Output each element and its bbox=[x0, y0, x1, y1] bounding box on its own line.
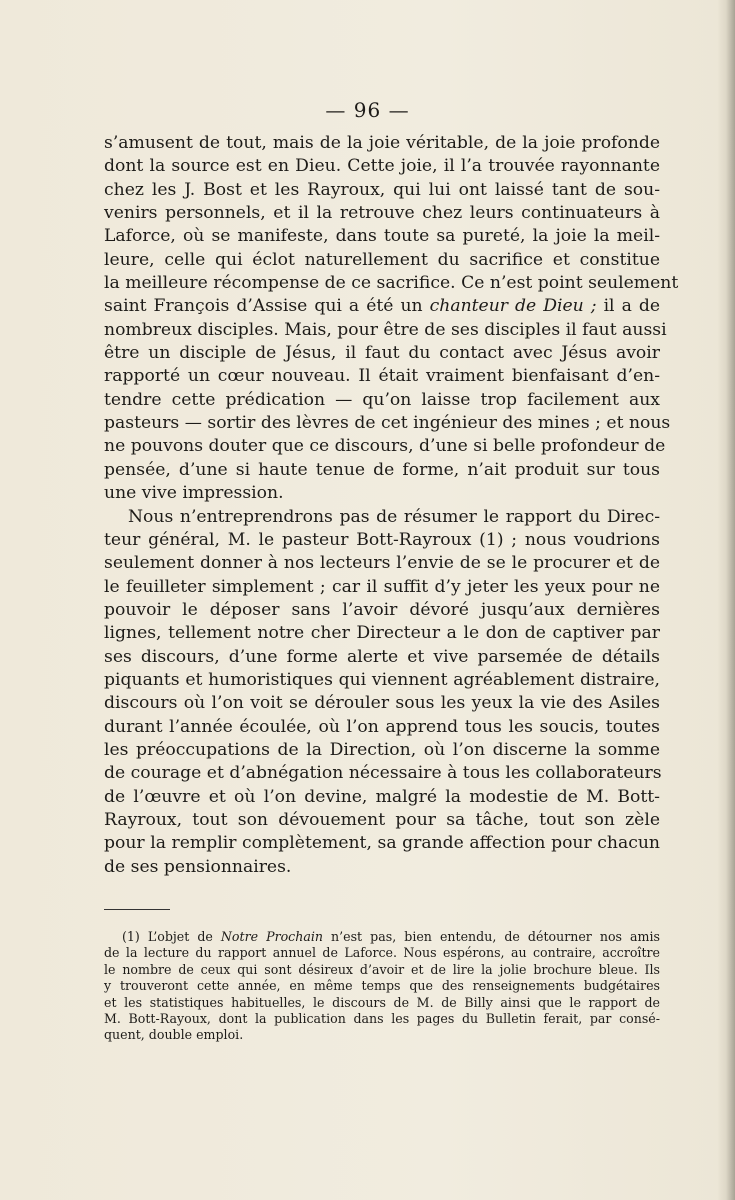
footnote-line: le nombre de ceux qui sont désireux d’avoir et de lire la jolie brochure bleue. Ils bbox=[104, 961, 660, 977]
text-line: chez les J. Bost et les Rayroux, qui lui ont laissé tant de sou- bbox=[104, 179, 660, 200]
text-line: nombreux disciples. Mais, pour être de ses disciples il faut aussi bbox=[104, 319, 667, 340]
paragraph bbox=[104, 506, 660, 880]
text-line: piquants et humoristiques qui viennent agréablement distraire, bbox=[104, 669, 660, 690]
text-line: venirs personnels, et il la retrouve chez leurs continuateurs à bbox=[104, 203, 660, 224]
text-line: discours où l’on voit se dérouler sous les yeux la vie des Asiles bbox=[104, 693, 660, 714]
text-line: Rayroux, tout son dévouement pour sa tâche, tout son zèle bbox=[104, 809, 660, 830]
footnote-separator bbox=[104, 909, 170, 910]
text-line: tendre cette prédication — qu’on laisse trop facilement aux bbox=[104, 389, 660, 410]
text-line: lignes, tellement notre cher Directeur a le don de captiver par bbox=[104, 623, 660, 644]
text-line: rapporté un cœur nouveau. Il était vraiment bienfaisant d’en- bbox=[104, 366, 660, 387]
text-line: une vive impression. bbox=[104, 483, 284, 504]
text-line bbox=[104, 295, 660, 318]
footnote-line: M. Bott-Rayoux, dont la publication dans les pages du Bulletin ferait, par consé- bbox=[104, 1010, 660, 1026]
text-line: le feuilleter simplement ; car il suffit d’y jeter les yeux pour ne bbox=[104, 576, 660, 597]
text-line: pasteurs — sortir des lèvres de cet ingénieur des mines ; et nous bbox=[104, 413, 671, 434]
text-line: dont la source est en Dieu. Cette joie, il l’a trouvée rayonnante bbox=[104, 156, 660, 177]
footnote-line: y trouveront cette année, en même temps que des renseignements budgétaires bbox=[104, 978, 660, 994]
text-line: de courage et d’abnégation nécessaire à tous les collaborateurs bbox=[104, 763, 662, 784]
text-line: pensée, d’une si haute tenue de forme, n’ait produit sur tous bbox=[104, 459, 660, 480]
text-segment: saint François d’Assise qui a été un bbox=[104, 296, 430, 317]
page-number: — 96 — bbox=[325, 98, 410, 122]
text-line: seulement donner à nos lecteurs l’envie de se le procurer et de bbox=[104, 553, 660, 574]
italic-text: Notre Prochain bbox=[220, 929, 323, 944]
footnote-line: de la lecture du rapport annuel de Laforce. Nous espérons, au contraire, accroître bbox=[104, 945, 660, 961]
text-line: de l’œuvre et où l’on devine, malgré la modestie de M. Bott- bbox=[104, 786, 660, 807]
text-line: teur général, M. le pasteur Bott-Rayroux (1) ; nous voudrions bbox=[104, 529, 660, 550]
text-line: être un disciple de Jésus, il faut du contact avec Jésus avoir bbox=[104, 343, 660, 364]
italic-text: chanteur de Dieu ; bbox=[429, 296, 597, 317]
text-segment: n’est pas, bien entendu, de détourner nos amis bbox=[322, 929, 660, 944]
text-line: Nous n’entreprendrons pas de résumer le rapport du Direc- bbox=[128, 506, 660, 527]
text-line: durant l’année écoulée, où l’on apprend tous les soucis, toutes bbox=[104, 716, 660, 737]
text-line: s’amusent de tout, mais de la joie véritable, de la joie profonde bbox=[104, 133, 660, 153]
text-line: de ses pensionnaires. bbox=[104, 856, 292, 877]
footnote-line: quent, double emploi. bbox=[104, 1027, 244, 1043]
footnote-line bbox=[104, 929, 660, 945]
text-line: ne pouvons douter que ce discours, d’une si belle profondeur de bbox=[104, 436, 666, 457]
text-line: pour la remplir complètement, sa grande affection pour chacun bbox=[104, 833, 660, 854]
footnote-line: et les statistiques habituelles, le discours de M. de Billy ainsi que le rapport de bbox=[104, 994, 660, 1010]
text-line: ses discours, d’une forme alerte et vive parsemée de détails bbox=[104, 646, 660, 667]
text-line: Laforce, où se manifeste, dans toute sa pureté, la joie la meil- bbox=[104, 226, 660, 247]
text-line: la meilleure récompense de ce sacrifice. Ce n’est point seulement bbox=[104, 273, 679, 294]
text-line: leure, celle qui éclot naturellement du sacrifice et constitue bbox=[104, 249, 660, 270]
body-text bbox=[104, 132, 679, 879]
footnote bbox=[104, 929, 660, 1044]
text-line: les préoccupations de la Direction, où l’on discerne la somme bbox=[104, 739, 660, 760]
text-segment: il a de bbox=[596, 296, 661, 317]
text-line: pouvoir le déposer sans l’avoir dévoré jusqu’aux dernières bbox=[104, 599, 660, 620]
page-edge-shadow bbox=[717, 0, 735, 1200]
paragraph bbox=[104, 132, 679, 506]
text-segment: (1) L’objet de bbox=[122, 929, 221, 944]
